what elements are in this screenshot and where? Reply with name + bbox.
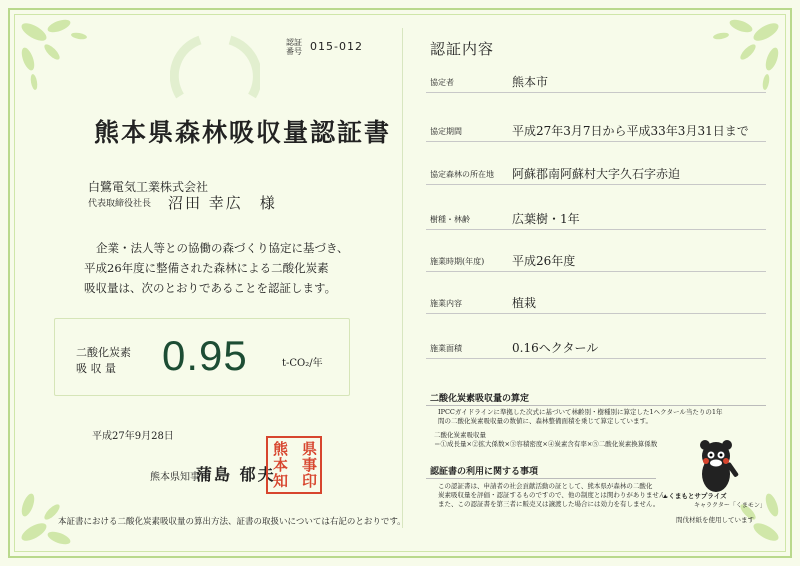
- row-value: 阿蘇郡南阿蘇村大字久石字赤迫: [512, 167, 681, 181]
- row-value: 平成26年度: [512, 254, 576, 268]
- row-label: 協定期間: [430, 127, 462, 136]
- certificate-title: 熊本県森林吸収量認証書: [94, 118, 392, 147]
- usage-text-line: 炭素吸収量を評価・認証するものですので、他の制度とは関わりがありません。: [438, 491, 673, 499]
- row-label: 施業面積: [430, 344, 462, 353]
- leaf-ornament-top-right: [696, 14, 786, 104]
- usage-text-line: また、この認証書を第三者に販売又は譲渡した場合には効力を有しません。: [438, 500, 660, 508]
- mascot-subcaption: キャラクター「くまモン」: [694, 503, 766, 509]
- governor-title: 熊本県知事: [150, 472, 200, 483]
- row-label: 協定森林の所在地: [430, 170, 494, 179]
- row-value: 平成27年3月7日から平成33年3月31日まで: [512, 124, 749, 138]
- footnote: 本証書における二酸化炭素吸収量の算出方法、証書の取扱いについては右記のとおりです。: [58, 517, 406, 527]
- statement-line: 吸収量は、次のとおりであることを認証します。: [84, 281, 337, 295]
- row-label: 樹種・林齢: [430, 215, 470, 224]
- statement-line: 企業・法人等との協働の森づくり協定に基づき、: [96, 241, 349, 255]
- row-value: 0.16ヘクタール: [512, 341, 599, 355]
- usage-heading: 認証書の利用に関する事項: [430, 466, 539, 476]
- statement-line: 平成26年度に整備された森林による二酸化炭素: [84, 261, 329, 275]
- recipient-name: 沼田 幸広 様: [168, 194, 277, 212]
- calc-formula: ＝①成長量×②拡大係数×③容積密度×④炭素含有率×⑤二酸化炭素換算係数: [434, 440, 658, 448]
- certification-statement: [84, 238, 364, 298]
- calc-divider: [426, 405, 766, 406]
- leaf-ornament-top-left: [14, 14, 104, 104]
- co2-label-line: 二酸化炭素: [76, 346, 131, 359]
- row-divider: [426, 184, 766, 185]
- row-divider: [426, 229, 766, 230]
- row-divider: [426, 92, 766, 93]
- row-value: 植栽: [512, 296, 537, 310]
- issue-date: 平成27年9月28日: [92, 431, 174, 442]
- seal-char: 本: [273, 456, 289, 474]
- mascot-caption: ▲くまもとサプライズ: [662, 493, 727, 500]
- paper-note: 間伐材紙を使用しています: [676, 516, 754, 524]
- row-divider: [426, 141, 766, 142]
- recipient-company: 白鷺電気工業株式会社: [88, 180, 209, 194]
- co2-value: 0.95: [162, 332, 248, 379]
- usage-text-line: この認証書は、申請者の社会貢献活動の証として、熊本県が森林の二酸化: [438, 482, 653, 490]
- row-value: 熊本市: [512, 75, 549, 89]
- seal-char: 県: [302, 440, 318, 458]
- kumamon-mascot-icon: [686, 436, 746, 496]
- row-label: 施業内容: [430, 299, 462, 308]
- usage-divider: [426, 478, 656, 479]
- wreath-ornament: [170, 26, 260, 106]
- co2-label-line: 吸 収 量: [76, 362, 116, 375]
- row-divider: [426, 313, 766, 314]
- seal-char: 事: [302, 456, 318, 474]
- co2-unit: t-CO₂/年: [282, 358, 323, 369]
- governor-name: 蒲島 郁夫: [196, 465, 276, 484]
- details-heading: 認証内容: [430, 41, 495, 58]
- calc-text-line: IPCCガイドラインに準拠した次式に基づいて林齢別・樹種別に算定した1ヘクタール当たりの1年: [438, 408, 723, 416]
- column-divider: [402, 28, 403, 528]
- calc-formula-label: 二酸化炭素吸収量: [434, 431, 486, 439]
- leaf-ornament-bottom-left: [14, 460, 104, 550]
- co2-label: [76, 345, 131, 377]
- row-value: 広葉樹・1年: [512, 212, 580, 226]
- calc-heading: 二酸化炭素吸収量の算定: [430, 393, 530, 403]
- row-divider: [426, 358, 766, 359]
- seal-char: 印: [302, 472, 318, 490]
- recipient-title: 代表取締役社長: [88, 199, 152, 209]
- calc-text-line: 間の二酸化炭素吸収量の数値に、森林整備面積を乗じて算定しています。: [438, 417, 652, 425]
- row-divider: [426, 271, 766, 272]
- cert-number: 015-012: [310, 40, 363, 53]
- seal-char: 知: [273, 472, 289, 490]
- official-seal: [266, 436, 322, 494]
- row-label: 施業時期(年度): [430, 257, 485, 266]
- cert-number-label: 認証 番号: [286, 38, 302, 56]
- row-label: 協定者: [430, 78, 454, 87]
- seal-char: 熊: [273, 440, 289, 458]
